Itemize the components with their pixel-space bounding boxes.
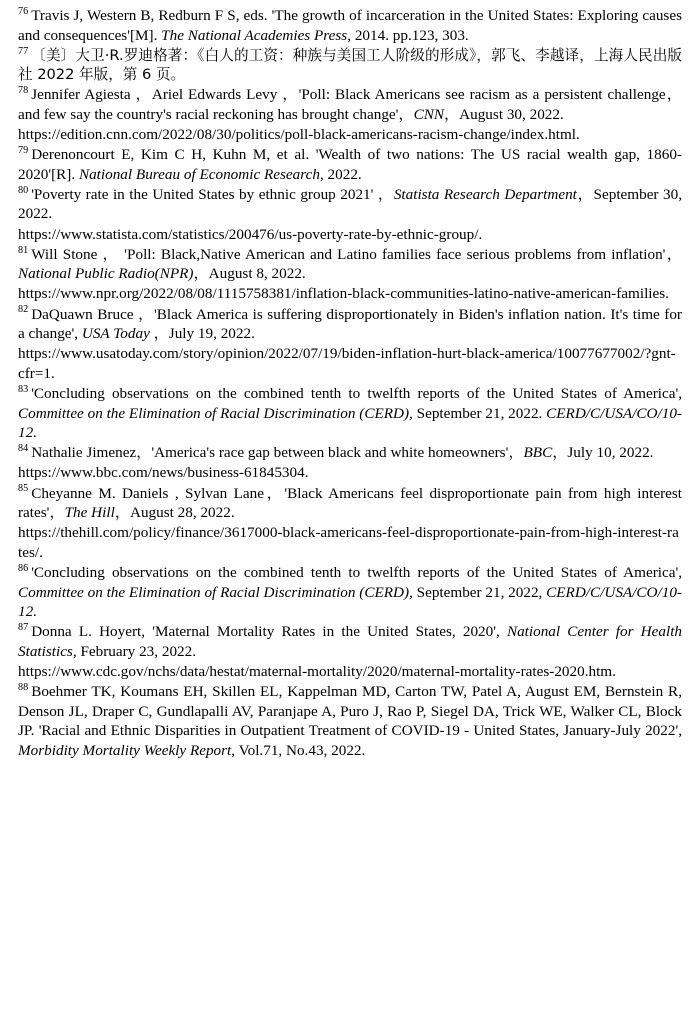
endnote-text-segment: CERD/C/USA/CO/10-12.: [18, 583, 682, 621]
endnote-text-segment: September 21, 2022,: [412, 583, 547, 601]
endnote-text-segment: , 2014. pp.123, 303.: [347, 26, 469, 44]
endnote-text-segment: February 23, 2022.: [76, 642, 197, 660]
endnote-text-segment: ，August 8, 2022.: [193, 265, 306, 283]
endnote-text-segment: National Bureau of Economic Research: [78, 165, 320, 183]
endnote-76: [18, 6, 682, 45]
endnote-marker: 82: [18, 304, 29, 316]
endnotes-list: [18, 6, 682, 761]
endnote-79: [18, 145, 682, 184]
endnote-marker: 88: [18, 682, 29, 694]
endnote-text-segment: Committee on the Elimination of Racial Discrimination (CERD),: [18, 404, 413, 422]
endnote-83: [18, 384, 682, 443]
endnote-86: [18, 563, 682, 622]
endnote-text-segment: Cheyanne M. Daniels , Sylvan Lane，'Black Americans feel disproportionate pain from high interest rates'，: [18, 484, 682, 522]
endnote-url[interactable]: https://www.cdc.gov/nchs/data/hestat/maternal-mortality/2020/maternal-mortality-rates-2020.htm.: [18, 662, 616, 680]
endnote-text-segment: Morbidity Mortality Weekly Report,: [18, 741, 236, 759]
endnote-text-segment: Will Stone ， 'Poll: Black,Native American and Latino families face serious problems from inflation'，: [31, 245, 682, 263]
endnote-text-segment: ，September 30, 2022.: [18, 185, 682, 223]
endnote-marker: 81: [18, 244, 29, 256]
endnote-text-segment: USA Today: [81, 325, 150, 343]
endnote-text-segment: Statista Research Department: [393, 185, 577, 203]
endnote-text-segment: 'Concluding observations on the combined tenth to twelfth reports of the United States of America',: [31, 563, 682, 581]
endnote-87: [18, 622, 682, 661]
endnote-text-segment: Derenoncourt E, Kim C H, Kuhn M, et al. 'Wealth of two nations: The US racial wealth gap, 1860-2020'[R].: [18, 146, 682, 183]
endnote-text-segment: National Public Radio(NPR): [18, 265, 194, 283]
endnote-text-segment: , 2022.: [319, 165, 362, 183]
endnote-text-segment: Donna L. Hoyert, 'Maternal Mortality Rates in the United States, 2020',: [31, 623, 507, 641]
endnote-text-segment: ，July 10, 2022.: [552, 444, 654, 462]
endnote-77: [18, 46, 682, 85]
endnote-marker: 79: [18, 145, 29, 157]
endnote-url[interactable]: https://www.usatoday.com/story/opinion/2022/07/19/biden-inflation-hurt-black-america/10077677002/?gnt-cfr=1.: [18, 345, 676, 382]
endnote-85: [18, 484, 682, 523]
endnote-text-segment: National Center for Health Statistics,: [18, 623, 683, 660]
endnote-marker: 84: [18, 443, 29, 455]
endnote-text-segment: 'Poverty rate in the United States by ethnic group 2021' ，: [31, 185, 394, 203]
endnote-78: [18, 85, 682, 124]
endnote-marker: 77: [18, 45, 29, 57]
endnote-text-segment: DaQuawn Bruce ，'Black America is suffering disproportionately in Biden's inflation nation. It's time for a change',: [18, 305, 682, 343]
endnote-marker: 83: [18, 383, 29, 395]
endnote-text-segment: The National Academies Press: [161, 26, 348, 44]
endnote-url[interactable]: https://www.bbc.com/news/business-61845304.: [18, 464, 309, 482]
endnote-text-segment: Travis J, Western B, Redburn F S, eds. 'The growth of incarceration in the United States: Exploring causes and consequences'[M].: [18, 7, 682, 44]
endnote-text-segment: 〔美〕大卫·R.罗迪格著：《白人的工资：种族与美国工人阶级的形成》，郭飞、李越译，上海人民出版社 2022 年版，第 6 页。: [18, 46, 682, 84]
endnote-text-segment: CERD/C/USA/CO/10-12.: [18, 404, 682, 442]
endnote-82: [18, 305, 682, 344]
endnote-text-segment: Boehmer TK, Koumans EH, Skillen EL, Kappelman MD, Carton TW, Patel A, August EM, Bernstein R, Denson JL, Draper C, Gundlapalli AV, Paranjape A, Puro J, Rao P, Siegel DA, Trick WE, Walker CL, Block JP. 'Racial and Ethnic Disparities in Outpatient Treatment of COVID-19 - United States, January-July 2022',: [18, 683, 682, 740]
endnote-marker: 80: [18, 184, 29, 196]
endnote-url[interactable]: https://thehill.com/policy/finance/3617000-black-americans-feel-disproportionate-pain-from-high-interest-rates/.: [18, 524, 679, 561]
endnote-marker: 86: [18, 562, 29, 574]
endnote-80: [18, 185, 682, 224]
endnote-url[interactable]: https://www.statista.com/statistics/200476/us-poverty-rate-by-ethnic-group/.: [18, 225, 483, 243]
endnote-text-segment: September 21, 2022.: [412, 404, 547, 422]
endnote-url[interactable]: https://edition.cnn.com/2022/08/30/politics/poll-black-americans-racism-change/index.html.: [18, 126, 580, 144]
endnote-text-segment: CNN: [413, 105, 444, 123]
endnote-marker: 78: [18, 85, 29, 97]
endnote-text-segment: ，August 30, 2022.: [443, 105, 564, 123]
endnote-text-segment: Jennifer Agiesta ，Ariel Edwards Levy ，'Poll: Black Americans see racism as a persistent challenge，and few say the country's racial reckoning has brought change'，: [18, 86, 682, 123]
endnote-88: [18, 682, 682, 760]
endnote-text-segment: BBC: [523, 444, 553, 462]
endnote-marker: 87: [18, 622, 29, 634]
endnote-text-segment: Nathalie Jimenez，'America's race gap between black and white homeowners'，: [31, 444, 524, 462]
endnote-url[interactable]: https://www.npr.org/2022/08/08/1115758381/inflation-black-communities-latino-native-american-families.: [18, 285, 669, 303]
endnote-text-segment: ，July 19, 2022.: [149, 325, 255, 343]
endnote-marker: 85: [18, 483, 29, 495]
endnote-text-segment: Committee on the Elimination of Racial Discrimination (CERD),: [18, 583, 413, 601]
endnote-84: [18, 443, 682, 463]
endnote-81: [18, 245, 682, 284]
endnote-text-segment: The Hill: [64, 504, 115, 522]
endnote-text-segment: 'Concluding observations on the combined tenth to twelfth reports of the United States of America',: [31, 384, 682, 402]
endnote-text-segment: ，August 28, 2022.: [114, 504, 235, 522]
endnote-marker: 76: [18, 5, 29, 17]
endnote-text-segment: Vol.71, No.43, 2022.: [235, 741, 366, 759]
